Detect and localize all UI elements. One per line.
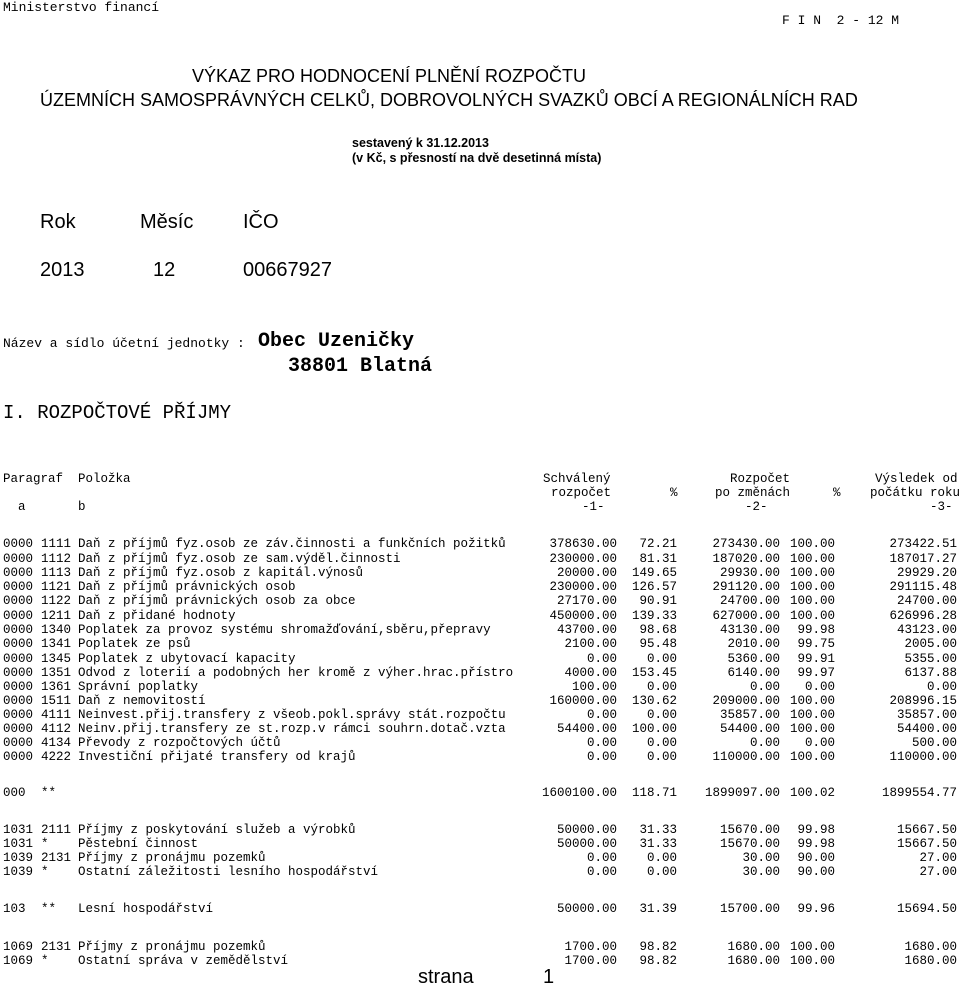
row-v3: 24700.00 [896, 594, 957, 608]
col-schvaleny: Schválený [543, 472, 611, 486]
col-paragraf: Paragraf [3, 472, 64, 486]
row-v1: 0.00 [586, 750, 617, 764]
row-1 [0, 552, 960, 566]
row-pol: 1340 [41, 623, 72, 637]
row-p2: 100.00 [789, 580, 835, 594]
row-p1: 90.91 [639, 594, 677, 608]
row-par: 0000 [3, 666, 34, 680]
row-text: Ostatní záležitosti lesního hospodářství [78, 865, 379, 879]
row-pol: ** [41, 902, 57, 916]
row-par: 0000 [3, 736, 34, 750]
row-p1: 81.31 [639, 552, 677, 566]
row-pol: 4134 [41, 736, 72, 750]
row-v3: 15667.50 [896, 823, 957, 837]
row-p1: 130.62 [631, 694, 677, 708]
ico-label: IČO [243, 211, 279, 233]
row-pol: 1341 [41, 637, 72, 651]
row-p2: 99.75 [797, 637, 835, 651]
row-p1: 100.00 [631, 722, 677, 736]
row-pol: ** [41, 786, 57, 800]
row-v2: 6140.00 [727, 666, 780, 680]
row-v2: 15700.00 [719, 902, 780, 916]
row-par: 0000 [3, 552, 34, 566]
row-pol: 4222 [41, 750, 72, 764]
row-p2: 100.00 [789, 954, 835, 968]
row-v1: 4000.00 [564, 666, 617, 680]
entity-address: 38801 Blatná [288, 355, 433, 378]
row-pol: 2131 [41, 940, 72, 954]
row-par: 0000 [3, 708, 34, 722]
row-par: 0000 [3, 680, 34, 694]
col-vysledek-2: počátku roku [870, 486, 960, 500]
month-label: Měsíc [140, 211, 194, 233]
row-v2: 627000.00 [712, 609, 780, 623]
row-p1: 126.57 [631, 580, 677, 594]
row-v3: 500.00 [911, 736, 957, 750]
row-v2: 24700.00 [719, 594, 780, 608]
row-par: 103 [3, 902, 26, 916]
row-v2: 1899097.00 [704, 786, 780, 800]
row-v2: 29930.00 [719, 566, 780, 580]
row-v1: 50000.00 [556, 823, 617, 837]
row-v2: 15670.00 [719, 823, 780, 837]
section-title: I. ROZPOČTOVÉ PŘÍJMY [3, 402, 232, 424]
row-v1: 2100.00 [564, 637, 617, 651]
row-p1: 95.48 [639, 637, 677, 651]
row-v1: 160000.00 [549, 694, 617, 708]
precision-note: (v Kč, s přesností na dvě desetinná místa) [352, 151, 602, 165]
row-12 [0, 708, 960, 722]
row-v2: 209000.00 [712, 694, 780, 708]
row-v3: 1899554.77 [881, 786, 957, 800]
row-v3: 626996.28 [889, 609, 957, 623]
row-text: Daň z příjmů právnických osob za obce [78, 594, 356, 608]
row-par: 0000 [3, 580, 34, 594]
row-6 [0, 623, 960, 637]
row-pol: 1211 [41, 609, 72, 623]
row-p2: 100.00 [789, 708, 835, 722]
row-17 [0, 823, 960, 837]
month-value: 12 [153, 259, 176, 281]
row-p2: 99.96 [797, 902, 835, 916]
row-par: 0000 [3, 594, 34, 608]
row-18 [0, 837, 960, 851]
row-p1: 0.00 [646, 865, 677, 879]
row-p1: 0.00 [646, 680, 677, 694]
form-code: F I N 2 - 12 M [782, 13, 900, 28]
row-text: Příjmy z pronájmu pozemků [78, 940, 266, 954]
row-v2: 0.00 [749, 736, 780, 750]
row-v2: 54400.00 [719, 722, 780, 736]
row-p2: 100.00 [789, 722, 835, 736]
row-p2: 0.00 [804, 680, 835, 694]
row-p1: 153.45 [631, 666, 677, 680]
row-par: 1039 [3, 851, 34, 865]
row-par: 0000 [3, 722, 34, 736]
row-v2: 5360.00 [727, 652, 780, 666]
year-value: 2013 [40, 259, 85, 281]
row-0 [0, 537, 960, 551]
col-pct1: % [670, 486, 678, 500]
row-pol: 4111 [41, 708, 72, 722]
row-text: Daň z přidané hodnoty [78, 609, 236, 623]
row-text: Neinvest.přij.transfery z všeob.pokl.správy stát.rozpočtu [78, 708, 506, 722]
row-text: Odvod z loterií a podobných her kromě z výher.hrac.přístro [78, 666, 514, 680]
row-p1: 31.33 [639, 837, 677, 851]
row-v3: 2005.00 [904, 637, 957, 651]
row-v3: 43123.00 [896, 623, 957, 637]
row-pol: 1121 [41, 580, 72, 594]
column-header-row1 [0, 472, 960, 486]
col-rozpocet-2: po změnách [715, 486, 791, 500]
row-v3: 5355.00 [904, 652, 957, 666]
row-v3: 15667.50 [896, 837, 957, 851]
subtotal-000 [0, 786, 960, 800]
row-v1: 100.00 [571, 680, 617, 694]
col-n3: -3- [930, 500, 953, 514]
row-p2: 100.00 [789, 594, 835, 608]
row-p2: 100.00 [789, 609, 835, 623]
row-p1: 98.82 [639, 940, 677, 954]
row-text: Správní poplatky [78, 680, 199, 694]
row-v3: 29929.20 [896, 566, 957, 580]
row-p2: 90.00 [797, 865, 835, 879]
row-pol: 1351 [41, 666, 72, 680]
row-v1: 50000.00 [556, 837, 617, 851]
row-v1: 20000.00 [556, 566, 617, 580]
subtotal-103 [0, 902, 960, 916]
row-v3: 1680.00 [904, 940, 957, 954]
row-text: Poplatek za provoz systému shromažďování,sběru,přepravy [78, 623, 491, 637]
row-4 [0, 594, 960, 608]
row-par: 0000 [3, 750, 34, 764]
row-v1: 0.00 [586, 652, 617, 666]
row-v1: 378630.00 [549, 537, 617, 551]
row-22 [0, 940, 960, 954]
row-p1: 0.00 [646, 736, 677, 750]
row-p1: 0.00 [646, 652, 677, 666]
row-p1: 0.00 [646, 851, 677, 865]
row-par: 1069 [3, 954, 34, 968]
row-p2: 100.00 [789, 750, 835, 764]
row-v3: 27.00 [919, 865, 957, 879]
col-a: a [18, 500, 26, 514]
ministry-name: Ministerstvo financí [3, 0, 160, 15]
row-text: Příjmy z poskytování služeb a výrobků [78, 823, 356, 837]
col-n1: -1- [582, 500, 605, 514]
row-pol: * [41, 837, 49, 851]
entity-name: Obec Uzeničky [258, 330, 415, 353]
row-14 [0, 736, 960, 750]
row-v1: 0.00 [586, 736, 617, 750]
row-p1: 118.71 [631, 786, 677, 800]
row-par: 0000 [3, 694, 34, 708]
row-v1: 0.00 [586, 865, 617, 879]
row-20 [0, 865, 960, 879]
row-p2: 99.98 [797, 623, 835, 637]
row-9 [0, 666, 960, 680]
row-pol: 1511 [41, 694, 72, 708]
col-n2: -2- [745, 500, 768, 514]
row-pol: 1111 [41, 537, 72, 551]
row-par: 1039 [3, 865, 34, 879]
row-v3: 291115.48 [889, 580, 957, 594]
row-v3: 0.00 [926, 680, 957, 694]
row-par: 0000 [3, 652, 34, 666]
row-v2: 35857.00 [719, 708, 780, 722]
row-p1: 149.65 [631, 566, 677, 580]
row-text: Daň z příjmů právnických osob [78, 580, 296, 594]
row-v3: 187017.27 [889, 552, 957, 566]
row-text: Pěstební činnost [78, 837, 199, 851]
row-par: 0000 [3, 623, 34, 637]
row-p2: 99.98 [797, 837, 835, 851]
row-v1: 0.00 [586, 851, 617, 865]
row-p2: 99.91 [797, 652, 835, 666]
row-p1: 98.82 [639, 954, 677, 968]
row-p1: 0.00 [646, 708, 677, 722]
row-text: Neinv.přij.transfery ze st.rozp.v rámci souhrn.dotač.vzta [78, 722, 506, 736]
row-v1: 50000.00 [556, 902, 617, 916]
row-p2: 100.00 [789, 537, 835, 551]
row-10 [0, 680, 960, 694]
row-par: 0000 [3, 537, 34, 551]
row-par: 000 [3, 786, 26, 800]
row-par: 1031 [3, 837, 34, 851]
row-v2: 1680.00 [727, 940, 780, 954]
row-p1: 31.39 [639, 902, 677, 916]
row-11 [0, 694, 960, 708]
row-text: Lesní hospodářství [78, 902, 214, 916]
row-v2: 30.00 [742, 865, 780, 879]
row-v3: 208996.15 [889, 694, 957, 708]
report-title-line1: VÝKAZ PRO HODNOCENÍ PLNĚNÍ ROZPOČTU [192, 66, 587, 86]
report-title-line2: ÚZEMNÍCH SAMOSPRÁVNÝCH CELKŮ, DOBROVOLNÝCH SVAZKŮ OBCÍ A REGIONÁLNÍCH RAD [40, 90, 858, 110]
row-2 [0, 566, 960, 580]
row-p2: 99.97 [797, 666, 835, 680]
row-23 [0, 954, 960, 968]
col-b: b [78, 500, 86, 514]
row-par: 0000 [3, 566, 34, 580]
compiled-date: sestavený k 31.12.2013 [352, 136, 489, 150]
year-label: Rok [40, 211, 76, 233]
row-text: Daň z nemovitostí [78, 694, 206, 708]
row-v2: 43130.00 [719, 623, 780, 637]
row-v2: 2010.00 [727, 637, 780, 651]
row-text: Poplatek ze psů [78, 637, 191, 651]
row-v1: 43700.00 [556, 623, 617, 637]
row-v1: 0.00 [586, 708, 617, 722]
row-13 [0, 722, 960, 736]
row-pol: 4112 [41, 722, 72, 736]
ico-value: 00667927 [243, 259, 332, 281]
row-p1: 139.33 [631, 609, 677, 623]
row-par: 0000 [3, 609, 34, 623]
row-v1: 1700.00 [564, 940, 617, 954]
col-schvaleny-2: rozpočet [551, 486, 612, 500]
row-3 [0, 580, 960, 594]
page-number: 1 [543, 966, 555, 988]
row-p2: 100.02 [789, 786, 835, 800]
row-text: Investiční přijaté transfery od krajů [78, 750, 356, 764]
row-v2: 1680.00 [727, 954, 780, 968]
col-rozpocet: Rozpočet [730, 472, 791, 486]
row-p2: 100.00 [789, 694, 835, 708]
row-pol: 1112 [41, 552, 72, 566]
col-pct2: % [833, 486, 841, 500]
entity-label: Název a sídlo účetní jednotky : [3, 336, 245, 351]
row-v1: 1700.00 [564, 954, 617, 968]
row-p2: 100.00 [789, 552, 835, 566]
row-p2: 90.00 [797, 851, 835, 865]
row-text: Poplatek z ubytovací kapacity [78, 652, 296, 666]
row-pol: * [41, 954, 49, 968]
row-v3: 15694.50 [896, 902, 957, 916]
row-v1: 27170.00 [556, 594, 617, 608]
row-p2: 99.98 [797, 823, 835, 837]
col-vysledek: Výsledek od [875, 472, 958, 486]
row-v2: 30.00 [742, 851, 780, 865]
row-text: Převody z rozpočtových účtů [78, 736, 281, 750]
row-7 [0, 637, 960, 651]
row-pol: 1122 [41, 594, 72, 608]
row-p1: 0.00 [646, 750, 677, 764]
row-p2: 100.00 [789, 566, 835, 580]
row-v1: 54400.00 [556, 722, 617, 736]
page-label: strana [418, 966, 474, 988]
row-p2: 100.00 [789, 940, 835, 954]
col-polozka: Položka [78, 472, 131, 486]
row-p2: 0.00 [804, 736, 835, 750]
row-text: Daň z příjmů fyz.osob ze záv.činnosti a funkčních požitků [78, 537, 506, 551]
row-v3: 35857.00 [896, 708, 957, 722]
row-8 [0, 652, 960, 666]
row-v1: 450000.00 [549, 609, 617, 623]
row-pol: 1345 [41, 652, 72, 666]
row-15 [0, 750, 960, 764]
row-text: Ostatní správa v zemědělství [78, 954, 289, 968]
row-par: 1069 [3, 940, 34, 954]
row-pol: 2131 [41, 851, 72, 865]
row-p1: 72.21 [639, 537, 677, 551]
row-pol: * [41, 865, 49, 879]
row-text: Příjmy z pronájmu pozemků [78, 851, 266, 865]
row-v3: 273422.51 [889, 537, 957, 551]
column-header-row3 [0, 500, 960, 514]
row-par: 0000 [3, 637, 34, 651]
row-par: 1031 [3, 823, 34, 837]
row-v3: 27.00 [919, 851, 957, 865]
column-header-row2 [0, 486, 960, 500]
row-text: Daň z příjmů fyz.osob z kapitál.výnosů [78, 566, 364, 580]
row-v1: 230000.00 [549, 580, 617, 594]
row-v2: 187020.00 [712, 552, 780, 566]
row-v1: 230000.00 [549, 552, 617, 566]
row-text: Daň z příjmů fyz.osob ze sam.výděl.činnosti [78, 552, 401, 566]
row-pol: 1113 [41, 566, 72, 580]
row-pol: 2111 [41, 823, 72, 837]
row-pol: 1361 [41, 680, 72, 694]
row-v2: 273430.00 [712, 537, 780, 551]
row-v2: 15670.00 [719, 837, 780, 851]
row-v3: 54400.00 [896, 722, 957, 736]
row-p1: 98.68 [639, 623, 677, 637]
row-v3: 1680.00 [904, 954, 957, 968]
row-v3: 110000.00 [889, 750, 957, 764]
row-v2: 291120.00 [712, 580, 780, 594]
row-v1: 1600100.00 [541, 786, 617, 800]
row-p1: 31.33 [639, 823, 677, 837]
row-v2: 110000.00 [712, 750, 780, 764]
row-v3: 6137.88 [904, 666, 957, 680]
row-19 [0, 851, 960, 865]
row-v2: 0.00 [749, 680, 780, 694]
row-5 [0, 609, 960, 623]
